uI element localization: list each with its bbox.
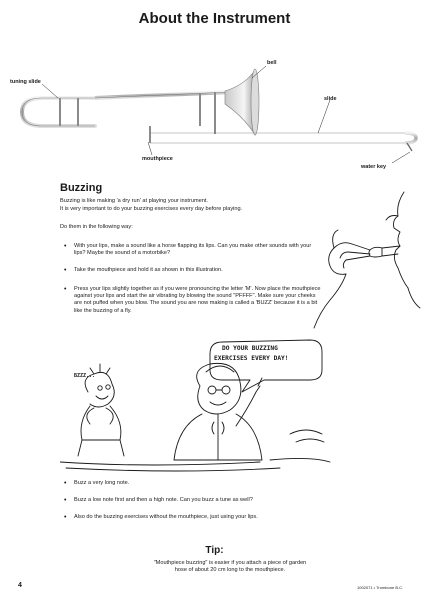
list-item: • Take the mouthpiece and hold it as shown in this illustration. — [64, 267, 223, 274]
label-bell: bell — [267, 60, 277, 66]
bullet-icon: • — [64, 480, 67, 487]
intro-line-1: Buzzing is like making 'a dry run' at playing your instrument. — [60, 198, 208, 204]
label-slide: slide — [324, 96, 337, 102]
list-item: • Buzz a very long note. — [64, 480, 130, 487]
page-title: About the Instrument — [138, 10, 291, 27]
label-tuning-slide: tuning slide — [10, 79, 41, 85]
label-water-key: water key — [361, 164, 387, 170]
trombone-illustration — [0, 0, 429, 180]
intro-line-2: It is very important to do your buzzing exercises every day before playing. — [60, 206, 243, 212]
lead-text: Do them in the following way: — [60, 224, 133, 230]
bullet-icon: • — [64, 514, 67, 521]
section-heading: Buzzing — [60, 182, 103, 194]
footer-code: 1002071 • Trombone B.C. — [357, 585, 404, 590]
speech-line-2: EXERCISES EVERY DAY! — [214, 355, 289, 362]
label-mouthpiece: mouthpiece — [142, 156, 173, 162]
bullet-icon: • — [64, 286, 67, 293]
tip-heading: Tip: — [205, 545, 224, 556]
cartoon-illustration — [60, 330, 350, 475]
list-item: • Press your lips slightly together as if you were pronouncing the letter 'M'. Now place the mouthpiece against your lips and start the air vibrating by blowing the sound "PFFFF". Make sure your cheeks are not puffed when you blow. The sound you are now making is called a 'BUZZ' because it is a bit like the buzzing of a fly. — [64, 286, 321, 314]
bullet-icon: • — [64, 497, 67, 504]
bullet-icon: • — [64, 243, 67, 250]
buzzing-face-illustration — [312, 190, 422, 330]
speech-line-1: DO YOUR BUZZING — [222, 345, 278, 352]
page-number: 4 — [18, 582, 22, 589]
list-item: • Buzz a low note first and then a high note. Can you buzz a tune as well? — [64, 497, 253, 504]
tip-text: "Mouthpiece buzzing" is easier if you attach a piece of garden hose of about 20 cm long to the mouthpiece. — [153, 560, 307, 574]
list-item: • Also do the buzzing exercises without the mouthpiece, just using your lips. — [64, 514, 258, 521]
buzz-sound-text: BZZZ... — [74, 373, 96, 379]
list-item: • With your lips, make a sound like a horse flapping its lips. Can you make other sounds with your lips? Maybe the sound of a motorbike? — [64, 243, 312, 257]
bullet-icon: • — [64, 267, 67, 274]
